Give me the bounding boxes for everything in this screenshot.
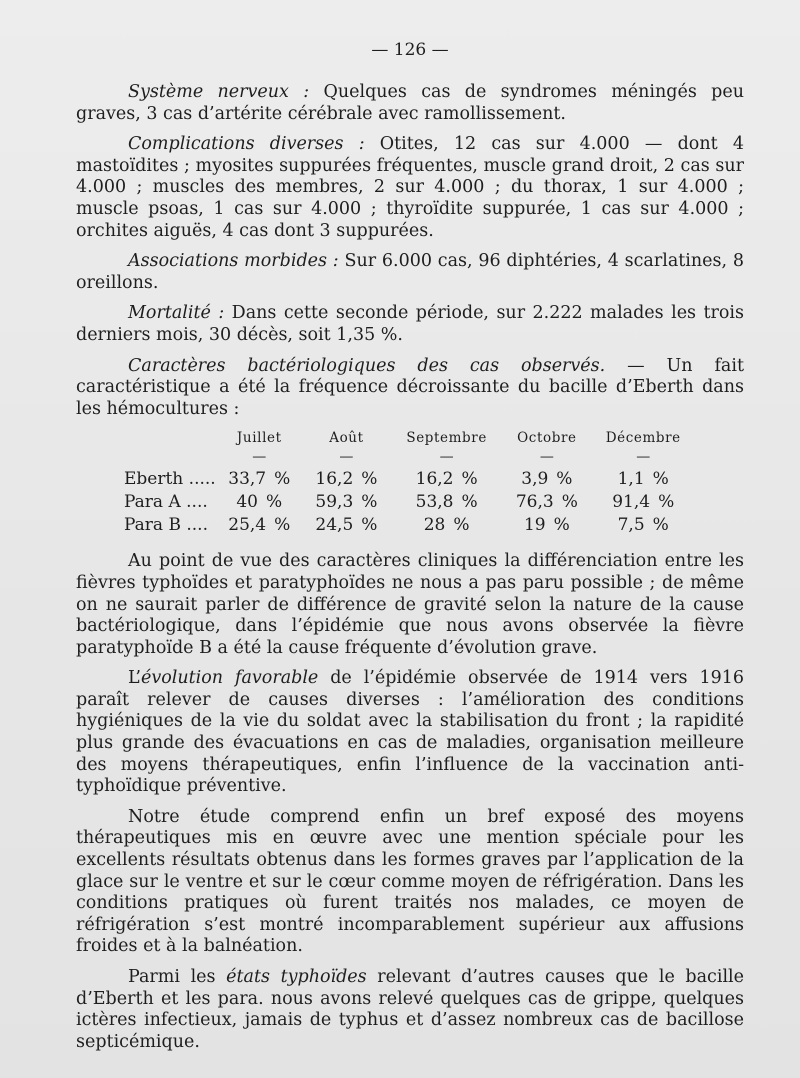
table-cell: [590, 468, 696, 491]
cell-unit: %: [453, 515, 470, 536]
cell-unit: %: [461, 492, 478, 513]
table-cell: [503, 491, 590, 514]
paragraph-pre: Parmi les: [128, 967, 227, 987]
cell-value: 59,3: [315, 492, 354, 513]
paragraph-lead: états typhoïdes: [226, 967, 367, 987]
row-label: Para B ....: [124, 515, 208, 536]
cell-unit: %: [652, 469, 669, 490]
bacteria-table-block: [76, 430, 744, 537]
cell-value: 53,8: [415, 492, 454, 513]
paragraph-evolution-favorable: [76, 668, 744, 798]
table-cell: [590, 514, 696, 537]
cell-value: 16,2: [315, 469, 354, 490]
paragraph-caracteres-cliniques: Au point de vue des caractères cliniques la différenciation entre les fièvres typhoïdes et paratyphoïdes ne nous a pas paru possible ; de même on ne saurait parler de différence de gravité selon la nature de la cause bactériologique, dans l’épidémie que nous avons observée la fièvre paratyphoïde B a été la cause fréquente d’évolution grave.: [76, 551, 744, 658]
paragraph-lead: Système nerveux :: [128, 82, 310, 102]
column-dash: —: [252, 449, 267, 466]
paragraph-text: Quelques cas de syndromes méningés peu graves, 3 cas d’artérite cérébrale avec ramollissement.: [76, 82, 744, 124]
cell-unit: %: [652, 515, 669, 536]
cell-unit: %: [561, 492, 578, 513]
cell-value: 91,4: [612, 492, 651, 513]
table-corner-cell: [76, 430, 216, 446]
paragraph-text: relevant d’autres causes que le bacille d’Eberth et les para. nous avons relevé quelques cas de grippe, quelques ictères infectieux, jamais de typhus et d’assez nombreux cas de bacillose septicémique.: [76, 967, 744, 1052]
cell-unit: %: [274, 469, 291, 490]
bacteria-table: [76, 430, 696, 537]
cell-unit: %: [461, 469, 478, 490]
table-cell: [216, 468, 303, 491]
column-header-juillet: Juillet: [236, 430, 282, 447]
paragraph-mortalite: [76, 303, 744, 346]
cell-value: 28: [423, 515, 446, 536]
cell-value: 76,3: [515, 492, 554, 513]
paragraph-text: — Un fait caractéristique a été la fréquence décroissante du bacille d’Eberth dans les hémocultures :: [76, 355, 744, 419]
paragraph-lead: Mortalité :: [128, 303, 225, 324]
row-label: Eberth .....: [124, 469, 216, 490]
cell-value: 3,9: [521, 469, 549, 490]
column-dash: —: [539, 449, 554, 466]
column-header-septembre: Septembre: [406, 430, 487, 447]
paragraph-lead: Caractères bactériologiques des cas observés.: [128, 355, 606, 376]
paragraph-systeme-nerveux: [76, 82, 744, 125]
paragraph-text: de l’épidémie observée de 1914 vers 1916 paraît relever de causes diverses : l’amélioration des conditions hygiéniques de la vie du soldat avec la stabilisation du front ; la rapidité plus grande des évacuations en cas de maladies, organisation meilleure des moyens thérapeutiques, enfin l’influence de la vaccination anti-typhoïdique préventive.: [76, 668, 744, 797]
table-cell: [216, 514, 303, 537]
paragraph-text: Sur 6.000 cas, 96 diphtéries, 4 scarlatines, 8 oreillons.: [76, 251, 744, 293]
page-number: — 126 —: [371, 40, 449, 60]
column-dash: —: [339, 449, 354, 466]
table-cell: [303, 491, 390, 514]
table-cell: [390, 491, 503, 514]
cell-unit: %: [553, 515, 570, 536]
cell-unit: %: [361, 492, 378, 513]
table-cell: [503, 468, 590, 491]
table-row-para-b: [76, 514, 696, 537]
table-corner-cell: [76, 446, 216, 468]
cell-value: 33,7: [228, 469, 267, 490]
table-cell: [303, 514, 390, 537]
table-cell: [303, 468, 390, 491]
cell-value: 1,1: [617, 469, 645, 490]
column-dash: —: [439, 449, 454, 466]
cell-value: 19: [523, 515, 546, 536]
column-dash: —: [636, 449, 651, 466]
cell-value: 16,2: [415, 469, 454, 490]
paragraph-lead: Associations morbides :: [128, 251, 339, 272]
paragraph-bacteriologie: [76, 356, 744, 421]
cell-unit: %: [658, 492, 675, 513]
table-header-row: [76, 430, 696, 446]
cell-value: 24,5: [315, 515, 354, 536]
column-header-aout: Août: [329, 430, 364, 447]
cell-unit: %: [556, 469, 573, 490]
paragraph-text: Dans cette seconde période, sur 2.222 malades les trois derniers mois, 30 décès, soit 1,35 %.: [76, 303, 744, 345]
table-cell: [216, 491, 303, 514]
paragraph-therapeutique: Notre étude comprend enfin un bref exposé des moyens thérapeutiques mis en œuvre avec une mention spéciale pour les excellents résultats obtenus dans les formes graves par l’application de la glace sur le ventre et sur le cœur comme moyen de réfrigération. Dans les conditions pratiques où furent traités nos malades, ce moyen de réfrigération s’est montré incomparablement supérieur aux affusions froides et à la balnéation.: [76, 806, 744, 957]
paragraph-lead: évolution favorable: [141, 668, 319, 689]
table-row-para-a: [76, 491, 696, 514]
table-cell: [503, 514, 590, 537]
table-cell: [390, 468, 503, 491]
paragraph-pre: L’: [128, 668, 141, 689]
row-label: Para A ....: [124, 492, 208, 513]
cell-value: 7,5: [617, 515, 645, 536]
table-row-eberth: [76, 468, 696, 491]
cell-unit: %: [274, 515, 291, 536]
cell-unit: %: [266, 492, 283, 513]
cell-unit: %: [361, 515, 378, 536]
paragraph-complications: [76, 134, 744, 242]
paragraph-text: Otites, 12 cas sur 4.000 — dont 4 mastoïdites ; myosites suppurées fréquentes, muscle grand droit, 2 cas sur 4.000 ; muscles des membres, 2 sur 4.000 ; du thorax, 1 sur 4.000 ; muscle psoas, 1 cas sur 4.000 ; thyroïdite suppurée, 1 cas sur 4.000 ; orchites aiguës, 4 cas dont 3 suppurées.: [76, 134, 744, 241]
paragraph-etats-typhoides: [76, 967, 744, 1053]
table-cell: [590, 491, 696, 514]
column-header-decembre: Décembre: [605, 430, 681, 447]
cell-unit: %: [361, 469, 378, 490]
paragraph-associations: [76, 251, 744, 294]
cell-value: 40: [236, 492, 258, 513]
table-dash-row: [76, 446, 696, 468]
column-header-octobre: Octobre: [517, 430, 577, 447]
paragraph-lead: Complications diverses :: [128, 134, 365, 155]
table-cell: [390, 514, 503, 537]
cell-value: 25,4: [228, 515, 267, 536]
